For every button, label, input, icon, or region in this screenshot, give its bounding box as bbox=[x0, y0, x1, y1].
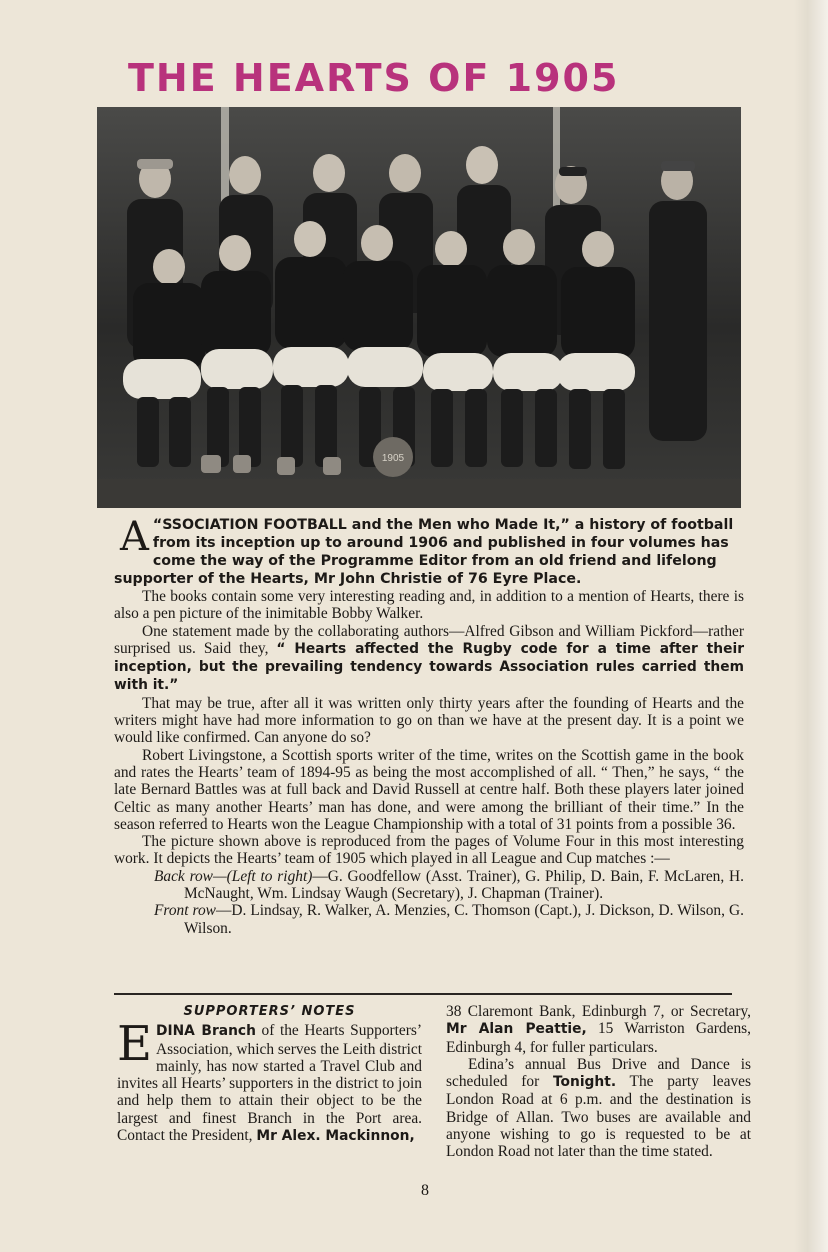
front-row bbox=[154, 902, 744, 937]
intro-text: SSOCIATION FOOTBALL and the Men who Made It,” a history of football from its inception up to around 1906 and published in four volumes has come the way of the Programme Editor from an old friend and lifelong supporter of the Hearts, Mr John Christie of 76 Eyre Place. bbox=[114, 517, 734, 587]
team-photograph bbox=[97, 107, 741, 508]
notes-column-right bbox=[446, 1003, 751, 1161]
page-title: THE HEARTS OF 1905 bbox=[128, 56, 620, 100]
notes-paragraph-1 bbox=[117, 1016, 422, 1145]
notes-bus-text-b: The party leaves London Road at 6 p.m. and the destination is Bridge of Allan. Two buses are available and anyone wishing to go is requested to be at London Road not later than the time stated. bbox=[446, 1073, 751, 1161]
paragraph-statement bbox=[114, 623, 744, 695]
supporters-notes-heading: SUPPORTERS’ NOTES bbox=[183, 1004, 356, 1019]
back-row-names: —G. Goodfellow (Asst. Trainer), G. Philip, D. Bain, F. McLaren, H. McNaught, Wm. Lindsay Waugh (Secretary), J. Chapman (Trainer). bbox=[184, 867, 744, 903]
notes-secretary: Mr Alan Peattie, bbox=[446, 1021, 587, 1038]
notes-paragraph-1-cont bbox=[446, 1003, 751, 1056]
intro-dropcap: A bbox=[120, 514, 149, 560]
notes-text-1: of the Hearts Supporters’ Association, which serves the Leith district mainly, has now started a Travel Club and invites all Hearts’ supporters in the district to join and help them to attain their object to be the largest and finest Branch in the Port area. Contact the President, bbox=[117, 1022, 422, 1145]
notes-bus-text-a: Edina’s annual Bus Drive and Dance is scheduled for bbox=[446, 1055, 751, 1091]
notes-tonight: Tonight. bbox=[552, 1074, 617, 1091]
notes-president: Mr Alex. Mackinnon, bbox=[256, 1128, 415, 1145]
notes-column-left bbox=[117, 1003, 422, 1145]
notes-text-3: 15 Warriston Gardens, Edinburgh 4, for fuller particulars. bbox=[446, 1020, 751, 1056]
paragraph-picture: The picture shown above is reproduced from the pages of Volume Four in this most interesting work. It depicts the Hearts’ team of 1905 which played in all League and Cup matches :— bbox=[114, 833, 744, 868]
notes-dropcap: E bbox=[117, 1016, 153, 1073]
back-row bbox=[154, 868, 744, 903]
ball-label: 1905 bbox=[381, 453, 405, 464]
intro-open-quote: “ bbox=[152, 517, 163, 533]
statement-quote: “ Hearts affected the Rugby code for a time after their inception, but the prevailing tendency towards Association rules carried them with it.” bbox=[114, 640, 744, 694]
notes-text-2: 38 Claremont Bank, Edinburgh 7, or Secretary, bbox=[446, 1003, 751, 1020]
page-edge bbox=[794, 0, 828, 1252]
paragraph-books: The books contain some very interesting reading and, in addition to a mention of Hearts, there is also a pen picture of the inimitable Bobby Walker. bbox=[114, 588, 744, 623]
paragraph-founding: That may be true, after all it was written only thirty years after the founding of Hearts and the writers might have had more information to go on than we have at the present day. It is a point we would like confirmed. Can anyone do so? bbox=[114, 694, 744, 747]
team-lineup bbox=[114, 868, 744, 937]
back-row-label: Back row—(Left to right) bbox=[154, 867, 313, 885]
front-row-label: Front row bbox=[154, 902, 216, 920]
notes-branch-name: DINA Branch bbox=[156, 1023, 256, 1040]
intro-paragraph bbox=[114, 516, 742, 588]
article-body bbox=[114, 588, 744, 937]
front-row-names: —D. Lindsay, R. Walker, A. Menzies, C. Thomson (Capt.), J. Dickson, D. Wilson, G. Wilson. bbox=[184, 902, 744, 937]
section-divider bbox=[114, 993, 732, 995]
page-number: 8 bbox=[421, 1182, 429, 1199]
notes-paragraph-2 bbox=[446, 1056, 751, 1161]
statement-text: One statement made by the collaborating authors—Alfred Gibson and William Pickford—rather surprised us. Said they, bbox=[114, 622, 744, 657]
paragraph-livingstone: Robert Livingstone, a Scottish sports writer of the time, writes on the Scottish game in the book and rates the Hearts’ team of 1894-95 as being the most accomplished of all. “ Then,” he says, “ the late Bernard Battles was at full back and David Russell at centre half. Both these players later joined Celtic as many another Hearts’ man has done, and were among the brilliant of their time.” In the season referred to Hearts won the League Championship with a total of 31 points from a possible 36. bbox=[114, 746, 744, 833]
